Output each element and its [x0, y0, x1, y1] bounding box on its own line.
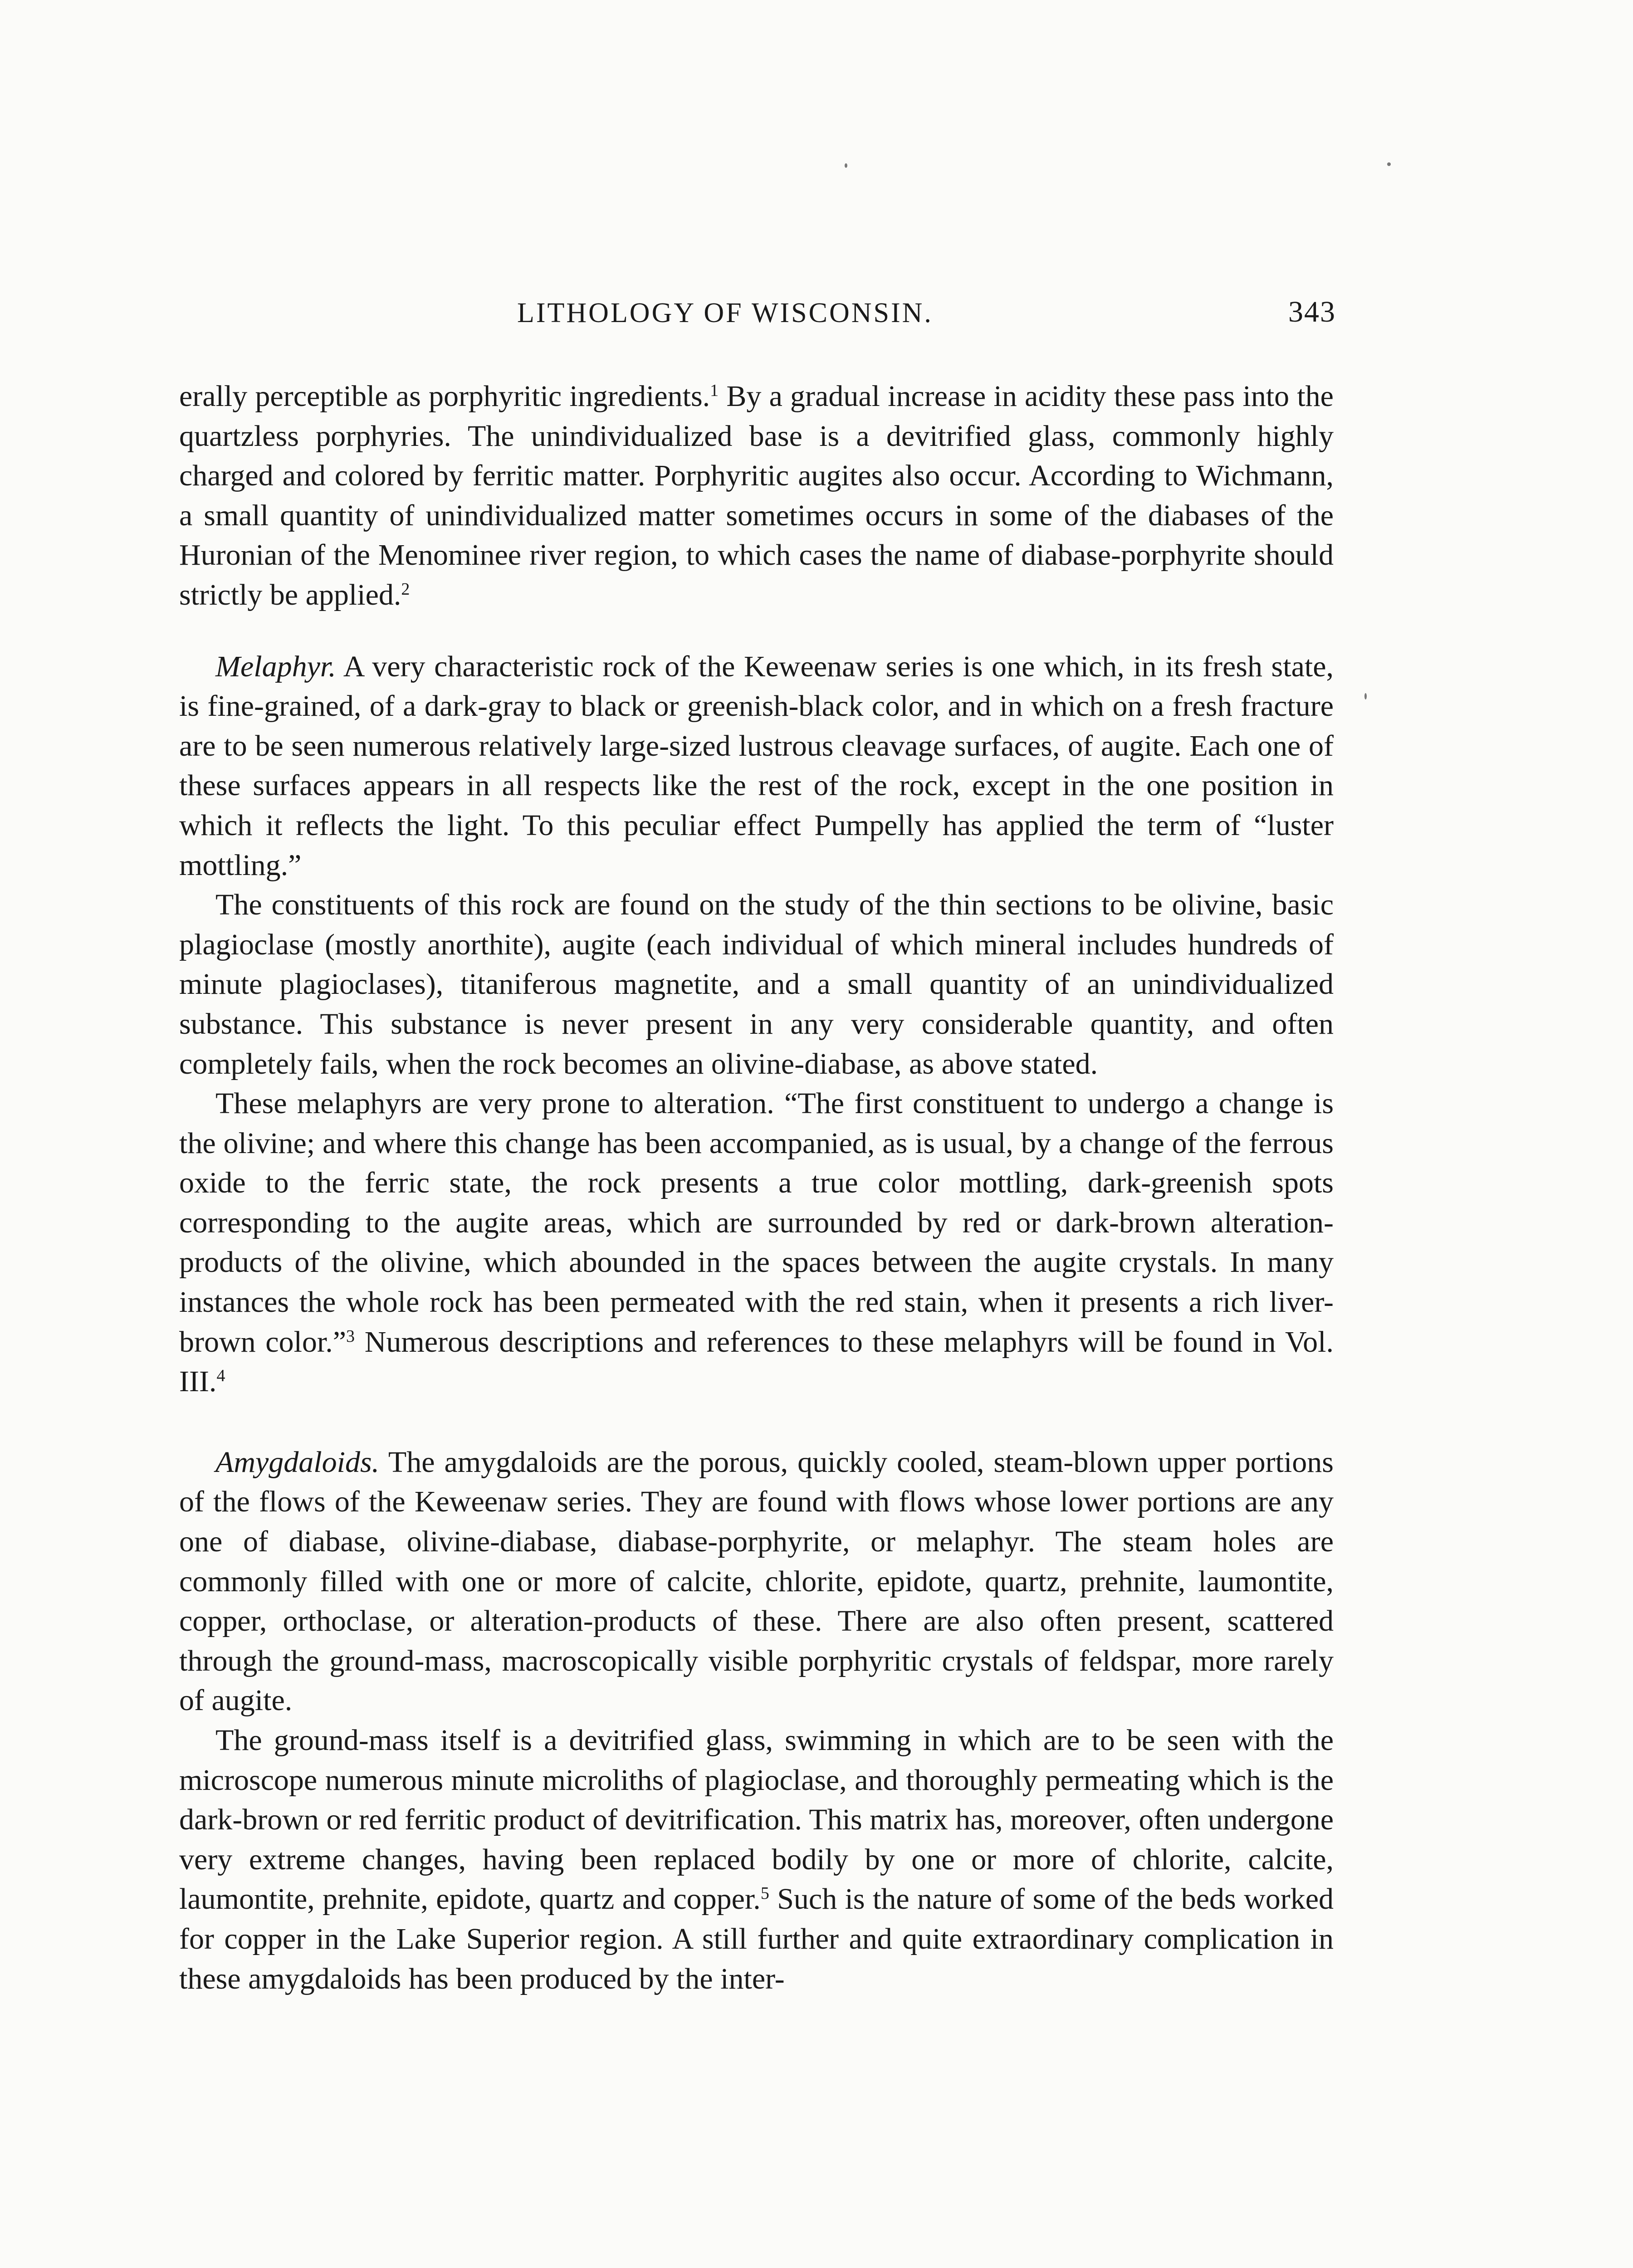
paragraph-text: The ground-mass itself is a devitrified glass, swimming in which are to be seen with the microscope numerous minute microliths of plagioclase, and thoroughly permeating which is the dark-brown or red ferritic product of devitrification. This matrix has, moreover, often undergone very extreme changes, having been replaced bodily by one or more of chlorite, calcite, laumontite, prehnite, epidote, quartz and copper. [179, 1724, 1334, 1916]
paragraph-text: These melaphyrs are very prone to alteration. “The first constituent to undergo a change is the olivine; and where this change has been accompanied, as is usual, by a change of the ferrous oxide to the ferric state, the rock presents a true color mottling, dark-greenish spots corresponding to the augite areas, which are surrounded by red or dark-brown alteration-products of the olivine, which abounded in the spaces between the augite crystals. In many instances the whole rock has been permeated with the red stain, when it presents a rich liver-brown color.” [179, 1087, 1334, 1359]
body-text [179, 376, 1334, 1999]
paragraph-text: Such is the nature of some of the beds worked for copper in the Lake Superior region. A still further and quite extraordinary complication in these amygdaloids has been produced by the inter- [179, 1882, 1334, 1995]
paragraph-ground-mass [179, 1721, 1334, 1999]
footnote-ref: 5 [760, 1884, 769, 1903]
footnote-ref: 2 [401, 579, 410, 599]
section-heading-melaphyr: Melaphyr. [215, 650, 336, 683]
paragraph-text: By a gradual increase in acidity these pass into the quartzless porphyries. The unindividualized base is a devitrified glass, commonly highly charged and colored by ferritic matter. Porphyritic augites also occur. According to Wichmann, a small quantity of unindividualized matter sometimes occurs in some of the diabases of the Huronian of the Menominee river region, to which cases the name of diabase-porphyrite should strictly be applied. [179, 380, 1334, 611]
paragraph-amygdaloids [179, 1442, 1334, 1721]
paragraph-continued [179, 376, 1334, 615]
footnote-ref: 4 [216, 1366, 225, 1386]
paragraph-text: Numerous descriptions and references to these melaphyrs will be found in Vol. III. [179, 1325, 1334, 1398]
footnote-ref: 3 [346, 1326, 355, 1346]
paragraph-alteration [179, 1084, 1334, 1402]
paragraph-text: The amygdaloids are the porous, quickly cooled, steam-blown upper portions of the flows of the Keweenaw series. They are found with flows whose lower portions are any one of diabase, olivine-diabase, diabase-porphyrite, or melaphyr. The steam holes are commonly filled with one or more of calcite, chlorite, epidote, quartz, prehnite, laumontite, copper, orthoclase, or alteration-products of these. There are also often present, scattered through the ground-mass, macroscopically visible porphyritic crystals of feldspar, more rarely of augite. [179, 1445, 1334, 1717]
paragraph-constituents [179, 885, 1334, 1084]
scan-speck [845, 163, 847, 168]
section-heading-amygdaloids: Amygdaloids. [215, 1445, 380, 1479]
page-number: 343 [1288, 295, 1336, 328]
paragraph-text: A very characteristic rock of the Keweenaw series is one which, in its fresh state, is fine-grained, of a dark-gray to black or greenish-black color, and in which on a fresh fracture are to be seen numerous relatively large-sized lustrous cleavage surfaces, of augite. Each one of these surfaces appears in all respects like the rest of the rock, except in the one position in which it reflects the light. To this peculiar effect Pumpelly has applied the term of “luster mottling.” [179, 650, 1334, 882]
scan-speck [1387, 162, 1391, 166]
footnote-ref: 1 [710, 381, 719, 400]
paragraph-text: The constituents of this rock are found on the study of the thin sections to be olivine, basic plagioclase (mostly anorthite), augite (each individual of which mineral includes hundreds of minute plagioclases), titaniferous magnetite, and a small quantity of an unindividualized substance. This substance is never present in any very considerable quantity, and often completely fails, when the rock becomes an olivine-diabase, as above stated. [179, 888, 1334, 1080]
scan-speck [1364, 693, 1367, 699]
paragraph-melaphyr [179, 647, 1334, 885]
paragraph-text: erally perceptible as porphyritic ingredients. [179, 380, 710, 413]
running-head: LITHOLOGY OF WISCONSIN. [517, 298, 933, 328]
